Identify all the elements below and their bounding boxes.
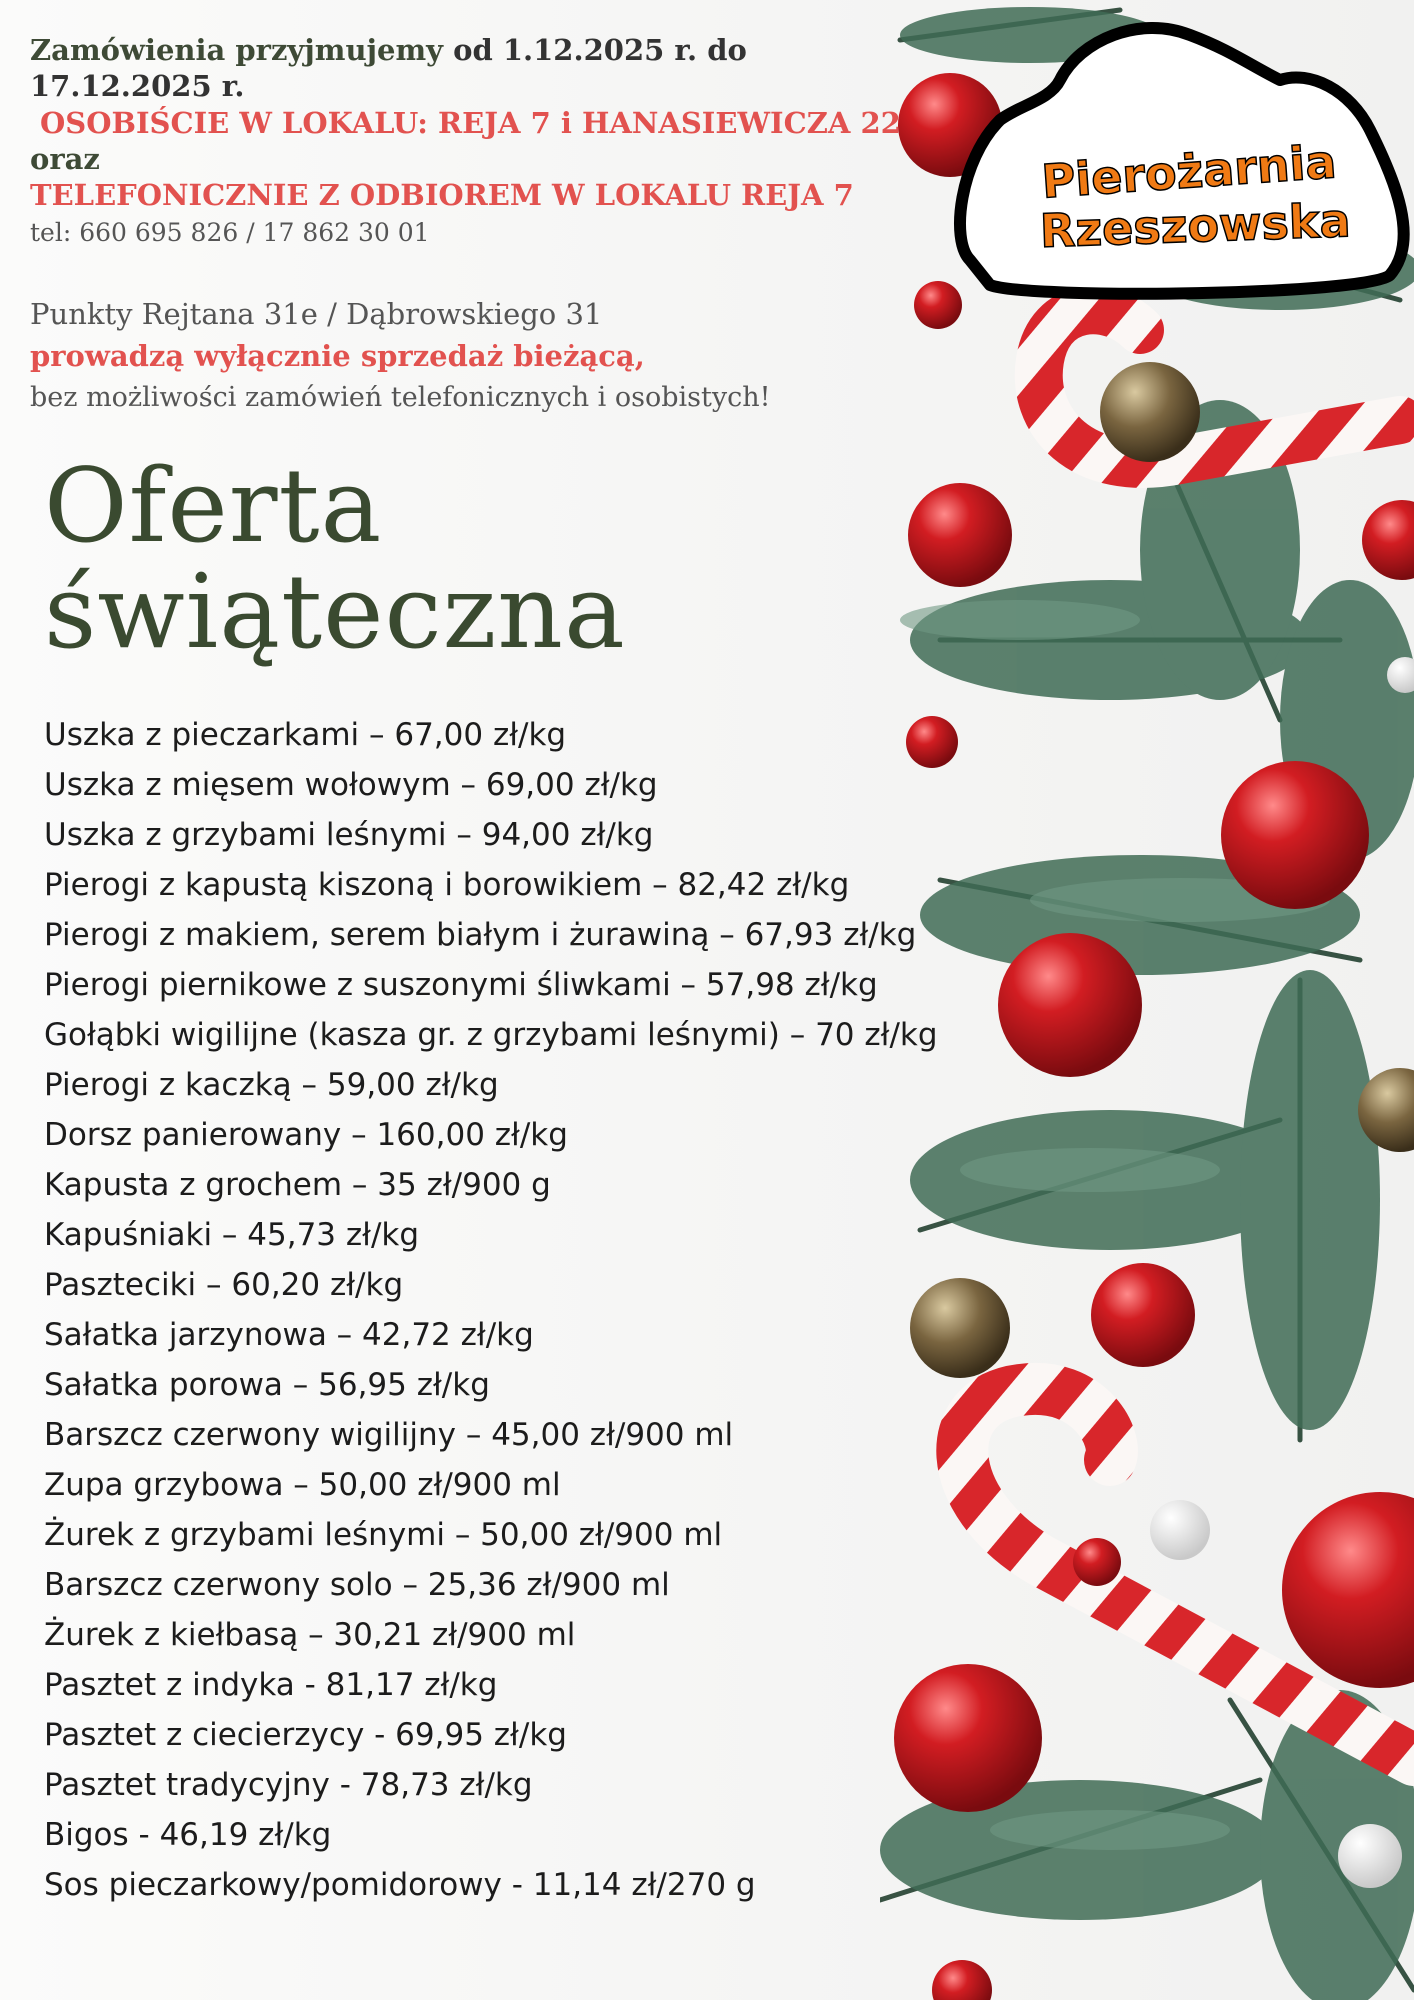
menu-item: Gołąbki wigilijne (kasza gr. z grzybami leśnymi) – 70 zł/kg — [44, 1017, 938, 1053]
menu-item: Sałatka porowa – 56,95 zł/kg — [44, 1367, 490, 1403]
logo-text-line2: Rzeszowska — [1039, 193, 1352, 258]
menu-item: Sałatka jarzynowa – 42,72 zł/kg — [44, 1317, 534, 1353]
menu-item: Dorsz panierowany – 160,00 zł/kg — [44, 1117, 568, 1153]
menu-item: Pasztet z ciecierzycy - 69,95 zł/kg — [44, 1717, 567, 1753]
menu-item: Uszka z grzybami leśnymi – 94,00 zł/kg — [44, 817, 654, 853]
offer-title-line1: Oferta — [44, 447, 383, 566]
offer-title — [44, 447, 626, 672]
oraz-text: oraz — [30, 141, 100, 176]
menu-item: Pierogi piernikowe z suszonymi śliwkami – 57,98 zł/kg — [44, 967, 878, 1003]
order-dates-range: od 1.12.2025 r. do 17.12.2025 r. — [30, 33, 747, 104]
menu-item: Pierogi z makiem, serem białym i żurawiną – 67,93 zł/kg — [44, 917, 917, 953]
menu-list — [44, 710, 938, 1910]
points-no-orders-note: bez możliwości zamówień telefonicznych i osobistych! — [30, 381, 771, 413]
menu-item: Żurek z grzybami leśnymi – 50,00 zł/900 ml — [44, 1517, 723, 1553]
points-info — [30, 296, 770, 414]
menu-item: Zupa grzybowa – 50,00 zł/900 ml — [44, 1467, 561, 1503]
points-sales-note: prowadzą wyłącznie sprzedaż bieżącą, — [30, 339, 645, 374]
menu-item: Kapusta z grochem – 35 zł/900 g — [44, 1167, 551, 1203]
order-info — [30, 32, 920, 249]
order-dates-prefix: Zamówienia przyjmujemy — [30, 33, 444, 67]
menu-item: Sos pieczarkowy/pomidorowy - 11,14 zł/270 g — [44, 1867, 756, 1903]
order-dates — [30, 32, 920, 105]
candy-cane-top — [1039, 310, 1400, 464]
menu-item: Paszteciki – 60,20 zł/kg — [44, 1267, 404, 1303]
menu-item: Barszcz czerwony wigilijny – 45,00 zł/900 ml — [44, 1417, 734, 1453]
menu-item: Pierogi z kapustą kiszoną i borowikiem – 82,42 zł/kg — [44, 867, 850, 903]
phone-numbers: tel: 660 695 826 / 17 862 30 01 — [30, 218, 430, 248]
menu-item: Uszka z mięsem wołowym – 69,00 zł/kg — [44, 767, 658, 803]
menu-item: Kapuśniaki – 45,73 zł/kg — [44, 1217, 420, 1253]
menu-item: Barszcz czerwony solo – 25,36 zł/900 ml — [44, 1567, 670, 1603]
logo-text-line1: Pierożarnia — [1039, 134, 1338, 209]
christmas-decoration — [880, 0, 1414, 2000]
menu-item: Bigos - 46,19 zł/kg — [44, 1817, 332, 1853]
phone-orders-text: TELEFONICZNIE Z ODBIOREM W LOKALU REJA 7 — [30, 178, 854, 212]
menu-item: Uszka z pieczarkami – 67,00 zł/kg — [44, 717, 567, 753]
points-addresses: Punkty Rejtana 31e / Dąbrowskiego 31 — [30, 297, 603, 331]
menu-item: Żurek z kiełbasą – 30,21 zł/900 ml — [44, 1617, 576, 1653]
menu-item: Pasztet tradycyjny - 78,73 zł/kg — [44, 1767, 533, 1803]
menu-item: Pasztet z indyka - 81,17 zł/kg — [44, 1667, 498, 1703]
offer-title-line2: świąteczna — [44, 553, 626, 672]
menu-item: Pierogi z kaczką – 59,00 zł/kg — [44, 1067, 499, 1103]
in-person-locations: OSOBIŚCIE W LOKALU: REJA 7 i HANASIEWICZA 22 — [40, 105, 901, 140]
logo — [950, 10, 1414, 300]
